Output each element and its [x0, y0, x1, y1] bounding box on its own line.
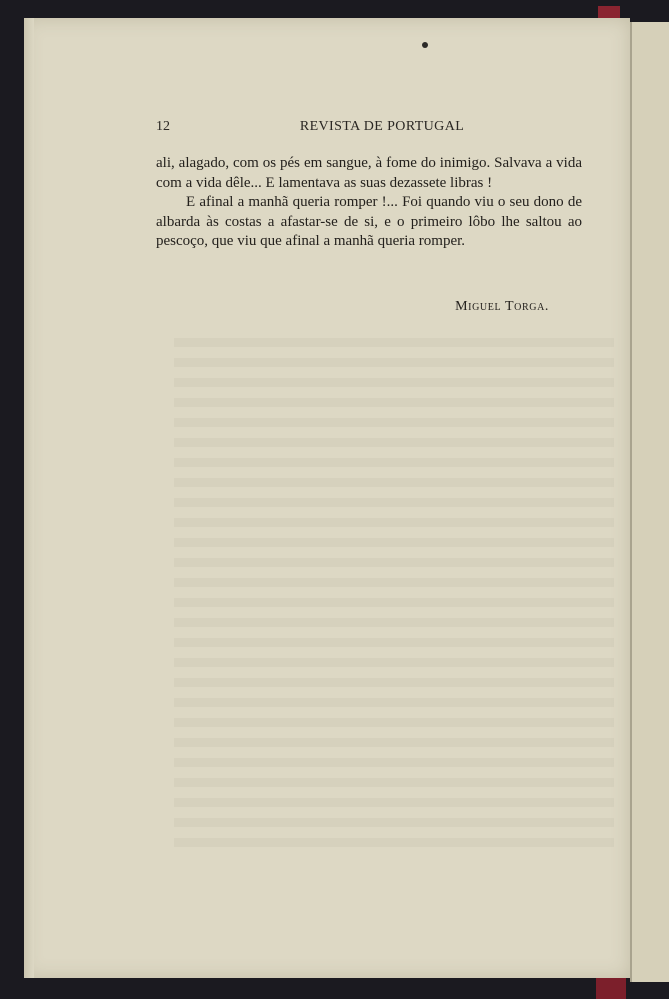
- print-mark: [422, 42, 428, 48]
- paragraph: ali, alagado, com os pés em sangue, à fome do inimigo. Salvava a vida com a vida dêle... E lamentava as suas dezassete libras !: [156, 155, 582, 191]
- facing-page-edge: [630, 22, 669, 982]
- book-binding-edge-bottom: [596, 978, 626, 999]
- running-title: REVISTA DE PORTUGAL: [299, 119, 465, 134]
- show-through-text: [174, 338, 614, 858]
- body-text: [156, 154, 582, 252]
- author-signature: Miguel Torga.: [455, 299, 549, 314]
- page-number: 12: [156, 119, 170, 134]
- paragraph: E afinal a manhã queria romper !... Foi quando viu o seu dono de albarda às costas a afastar-se de si, e o primeiro lôbo lhe saltou ao pescoço, que viu que afinal a manhã queria romper.: [156, 194, 582, 249]
